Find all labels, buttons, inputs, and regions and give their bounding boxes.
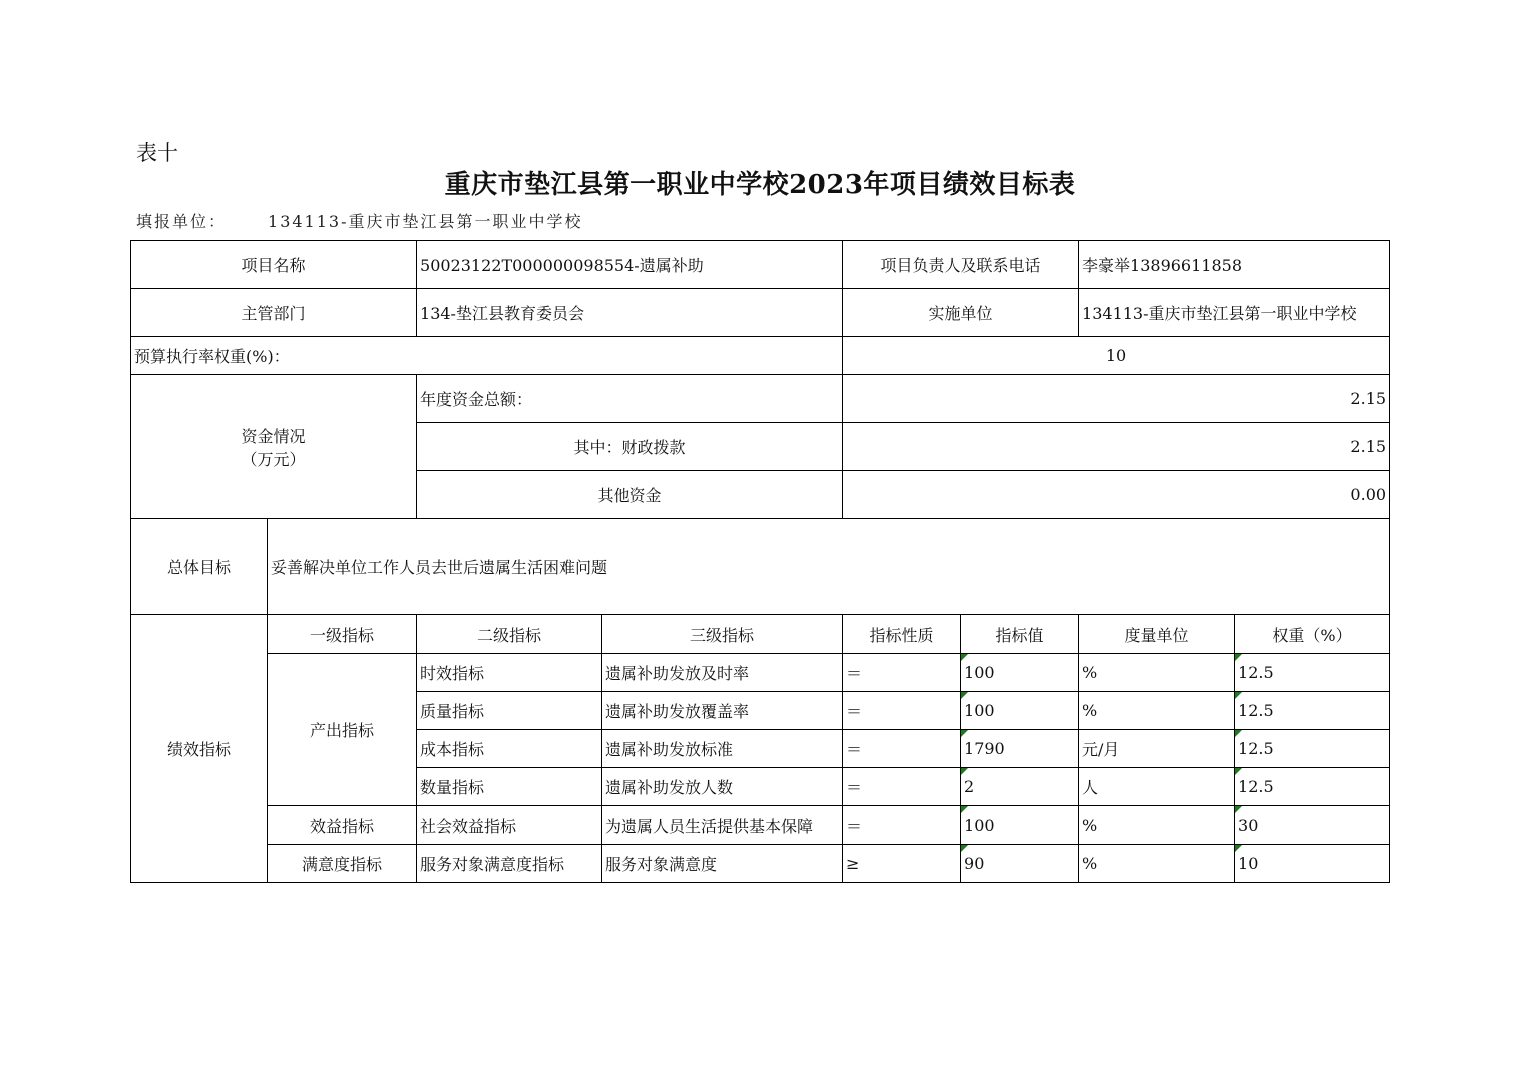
header-level1: 一级指标: [268, 615, 417, 654]
indicator-row: [131, 845, 1390, 883]
level1-benefit: 效益指标: [268, 806, 417, 845]
reporting-unit-line: [136, 209, 583, 232]
department-value: 134-垫江县教育委员会: [417, 289, 843, 337]
level2-cell: 质量指标: [417, 692, 602, 730]
performance-target-table: [130, 240, 1390, 883]
weight-cell: 12.5: [1235, 730, 1390, 768]
page-title: 重庆市垫江县第一职业中学校2023年项目绩效目标表: [444, 170, 1076, 200]
level3-cell: 服务对象满意度: [602, 845, 843, 883]
indicators-section-label: 绩效指标: [131, 615, 268, 883]
funds-total-row: [131, 375, 1390, 423]
unit-cell: 元/月: [1079, 730, 1235, 768]
funds-fiscal-value: 2.15: [843, 423, 1390, 471]
unit-cell: %: [1079, 692, 1235, 730]
funds-total-value: 2.15: [843, 375, 1390, 423]
overall-goal-text: 妥善解决单位工作人员去世后遗属生活困难问题: [268, 519, 1390, 615]
funds-other-label: 其他资金: [417, 471, 843, 519]
header-nature: 指标性质: [843, 615, 961, 654]
department-label: 主管部门: [131, 289, 417, 337]
project-name-value: 50023122T000000098554-遗属补助: [417, 241, 843, 289]
indicator-row: [131, 654, 1390, 692]
funds-label-line1: 资金情况: [241, 426, 306, 446]
value-cell: 100: [961, 692, 1079, 730]
level3-cell: 遗属补助发放标准: [602, 730, 843, 768]
unit-cell: %: [1079, 806, 1235, 845]
unit-cell: %: [1079, 654, 1235, 692]
nature-cell: ＝: [843, 654, 961, 692]
header-level2: 二级指标: [417, 615, 602, 654]
header-value: 指标值: [961, 615, 1079, 654]
funds-other-value: 0.00: [843, 471, 1390, 519]
funds-fiscal-label: 其中：财政拨款: [417, 423, 843, 471]
weight-cell: 30: [1235, 806, 1390, 845]
project-leader-value: 李豪举13896611858: [1079, 241, 1390, 289]
unit-cell: %: [1079, 845, 1235, 883]
overall-goal-row: [131, 519, 1390, 615]
value-cell: 100: [961, 654, 1079, 692]
funds-label: [131, 375, 417, 519]
weight-cell: 12.5: [1235, 692, 1390, 730]
table-number: 表十: [136, 141, 178, 165]
project-name-label: 项目名称: [131, 241, 417, 289]
weight-cell: 12.5: [1235, 654, 1390, 692]
indicator-header-row: [131, 615, 1390, 654]
project-name-row: [131, 241, 1390, 289]
value-cell: 2: [961, 768, 1079, 806]
value-cell: 90: [961, 845, 1079, 883]
level2-cell: 成本指标: [417, 730, 602, 768]
reporting-unit-label: 填报单位：: [136, 212, 227, 231]
budget-rate-value: 10: [843, 337, 1390, 375]
implementing-unit-value: 134113-重庆市垫江县第一职业中学校: [1079, 289, 1390, 337]
funds-total-label: 年度资金总额：: [417, 375, 843, 423]
header-weight: 权重（%）: [1235, 615, 1390, 654]
funds-label-line2: （万元）: [241, 449, 306, 469]
nature-cell: ≥: [843, 845, 961, 883]
budget-rate-row: [131, 337, 1390, 375]
project-leader-label: 项目负责人及联系电话: [843, 241, 1079, 289]
nature-cell: ＝: [843, 692, 961, 730]
department-row: [131, 289, 1390, 337]
header-level3: 三级指标: [602, 615, 843, 654]
level2-cell: 社会效益指标: [417, 806, 602, 845]
overall-goal-label: 总体目标: [131, 519, 268, 615]
implementing-unit-label: 实施单位: [843, 289, 1079, 337]
level3-cell: 遗属补助发放及时率: [602, 654, 843, 692]
level2-cell: 数量指标: [417, 768, 602, 806]
indicator-row: [131, 806, 1390, 845]
weight-cell: 10: [1235, 845, 1390, 883]
nature-cell: ＝: [843, 768, 961, 806]
level2-cell: 服务对象满意度指标: [417, 845, 602, 883]
header-unit: 度量单位: [1079, 615, 1235, 654]
level1-satisfaction: 满意度指标: [268, 845, 417, 883]
unit-cell: 人: [1079, 768, 1235, 806]
value-cell: 1790: [961, 730, 1079, 768]
level3-cell: 遗属补助发放人数: [602, 768, 843, 806]
level3-cell: 为遗属人员生活提供基本保障: [602, 806, 843, 845]
nature-cell: ＝: [843, 806, 961, 845]
level2-cell: 时效指标: [417, 654, 602, 692]
value-cell: 100: [961, 806, 1079, 845]
level3-cell: 遗属补助发放覆盖率: [602, 692, 843, 730]
reporting-unit-value: 134113-重庆市垫江县第一职业中学校: [268, 212, 583, 231]
budget-rate-label: 预算执行率权重(%)：: [131, 337, 843, 375]
weight-cell: 12.5: [1235, 768, 1390, 806]
level1-output: 产出指标: [268, 654, 417, 806]
nature-cell: ＝: [843, 730, 961, 768]
